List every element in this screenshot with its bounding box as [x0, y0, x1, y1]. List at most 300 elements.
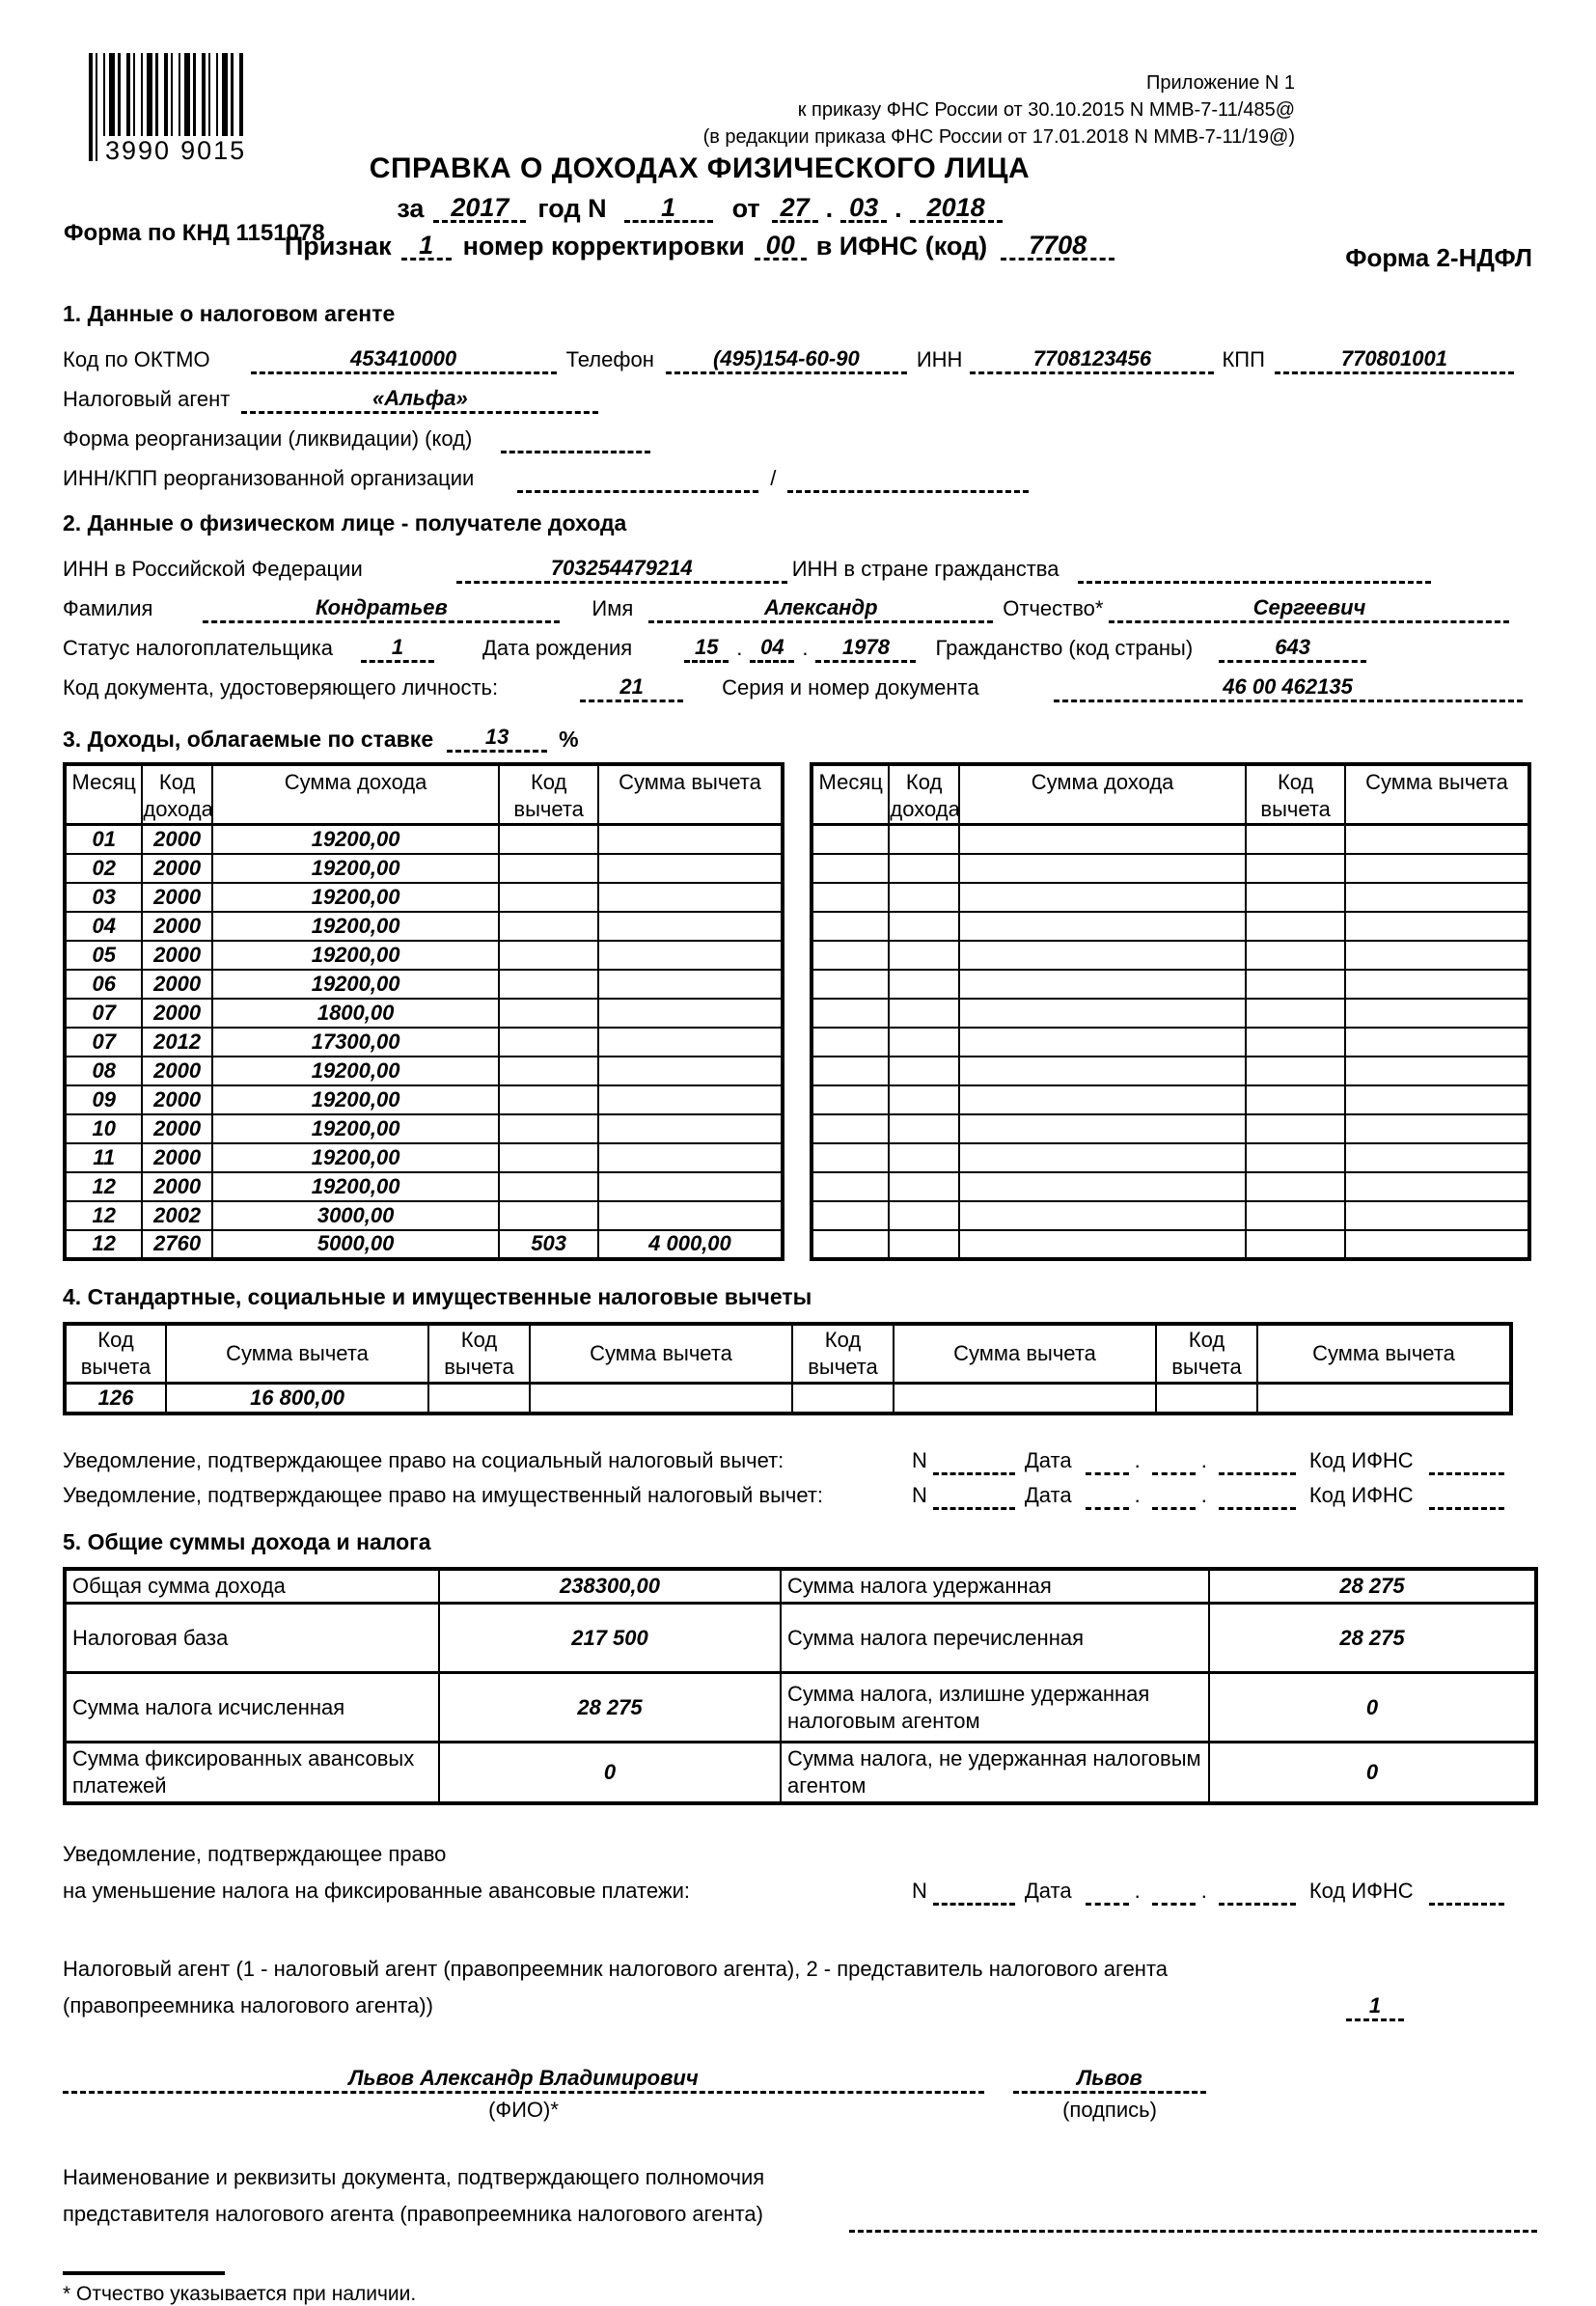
month-cell: 09 — [65, 1085, 142, 1114]
deduction-sum-cell — [1345, 825, 1529, 854]
total-value-left: 28 275 — [439, 1673, 781, 1743]
deduction-code-cell — [1246, 970, 1345, 999]
period-line — [63, 193, 1336, 223]
income-sum-cell — [959, 912, 1247, 941]
deduction-code-cell — [1246, 941, 1345, 970]
month-cell — [812, 1172, 889, 1201]
date-dot-2: . — [894, 194, 902, 223]
notice-dot-2: . — [1200, 1482, 1207, 1507]
certificate-number-field: 1 — [624, 193, 713, 223]
surname-field: Кондратьев — [203, 593, 560, 623]
inn-rf-field: 703254479214 — [456, 554, 787, 584]
col-ded-sum-2: Сумма вычета — [530, 1324, 792, 1384]
notice-date-day — [1086, 1445, 1129, 1475]
deduction-code-cell — [499, 1201, 598, 1230]
month-cell — [812, 1057, 889, 1085]
tax-agent-label: Налоговый агент — [63, 387, 231, 411]
footnote-text: * Отчество указывается при наличии. — [63, 2283, 417, 2305]
authority-doc-line1: Наименование и реквизиты документа, подтверждающего полномочия — [63, 2165, 765, 2189]
col-month: Месяц — [812, 764, 889, 825]
deduction-sum-cell — [1345, 1230, 1529, 1259]
income-sum-cell — [959, 999, 1247, 1028]
deduction-sum-cell — [598, 999, 783, 1028]
birth-month-field: 04 — [750, 633, 794, 663]
section2-heading: 2. Данные о физическом лице - получателе дохода — [63, 510, 627, 535]
advance-notice-fields — [912, 1876, 1504, 1906]
date-label: Дата — [1024, 1447, 1072, 1472]
income-code-cell — [889, 941, 958, 970]
name-label: Имя — [592, 596, 634, 620]
income-code-cell — [889, 912, 958, 941]
col-ded-sum-1: Сумма вычета — [166, 1324, 428, 1384]
deduction-code-cell — [499, 970, 598, 999]
deduction-code-cell — [1246, 1028, 1345, 1057]
deductions-header — [65, 1324, 1511, 1384]
fio-caption: (ФИО)* — [488, 2098, 559, 2122]
reorg-inn-field — [517, 463, 758, 493]
income-sum-cell: 5000,00 — [212, 1230, 500, 1259]
deduction-sum-cell — [1345, 1057, 1529, 1085]
deduction-sum-cell — [1345, 1201, 1529, 1230]
income-sum-cell — [959, 1230, 1247, 1259]
inn-rf-label: ИНН в Российской Федерации — [63, 557, 363, 581]
deduction-sum-cell — [598, 1172, 783, 1201]
income-row-empty — [812, 1172, 1529, 1201]
document-title: СПРАВКА О ДОХОДАХ ФИЗИЧЕСКОГО ЛИЦА — [369, 152, 1031, 184]
income-row — [65, 854, 783, 883]
form-barcode — [89, 53, 247, 166]
status-field: 1 — [361, 633, 434, 663]
social-notice-fields — [912, 1445, 1504, 1475]
deduction-sum-cell — [1345, 999, 1529, 1028]
month-cell — [812, 825, 889, 854]
month-cell — [812, 1201, 889, 1230]
ded-code-cell-2 — [428, 1384, 530, 1414]
ifns-code-field: 7708 — [1001, 231, 1114, 261]
month-cell: 03 — [65, 883, 142, 912]
income-code-cell — [889, 1057, 958, 1085]
deduction-code-cell — [1246, 1172, 1345, 1201]
phone-field: (495)154-60-90 — [666, 344, 907, 374]
month-cell — [812, 1085, 889, 1114]
total-value-right: 0 — [1209, 1743, 1536, 1804]
income-sum-cell — [959, 1028, 1247, 1057]
total-value-right: 28 275 — [1209, 1569, 1536, 1604]
for-label: за — [397, 194, 425, 223]
col-income-sum: Сумма дохода — [959, 764, 1247, 825]
deduction-code-cell — [1246, 1201, 1345, 1230]
income-sum-cell — [959, 883, 1247, 912]
income-row — [65, 825, 783, 854]
income-sum-cell: 19200,00 — [212, 883, 500, 912]
income-sum-cell — [959, 1114, 1247, 1143]
income-row — [65, 883, 783, 912]
form-name-2ndfl: Форма 2-НДФЛ — [1345, 243, 1532, 272]
income-sum-cell: 19200,00 — [212, 1057, 500, 1085]
month-cell — [812, 941, 889, 970]
year-n-label: год N — [537, 194, 607, 223]
date-label: Дата — [1024, 1879, 1072, 1903]
deduction-code-cell — [1246, 1230, 1345, 1259]
income-row-empty — [812, 1085, 1529, 1114]
income-sum-cell — [959, 1201, 1247, 1230]
deduction-sum-cell — [598, 1201, 783, 1230]
reorg-label: Форма реорганизации (ликвидации) (код) — [63, 426, 473, 451]
month-cell — [812, 970, 889, 999]
income-sum-cell: 3000,00 — [212, 1201, 500, 1230]
deduction-code-cell — [499, 854, 598, 883]
slash-separator: / — [770, 466, 777, 490]
deduction-code-cell — [499, 1085, 598, 1114]
deduction-code-cell — [1246, 1143, 1345, 1172]
totals-row — [65, 1604, 1536, 1673]
social-deduction-notice — [63, 1441, 1537, 1475]
month-cell — [812, 999, 889, 1028]
col-income-code: Код дохода — [142, 764, 211, 825]
ifns-label: в ИФНС (код) — [815, 232, 988, 261]
notice-dot-2: . — [1200, 1879, 1207, 1903]
income-code-cell: 2000 — [142, 883, 211, 912]
oktmo-label: Код по ОКТМО — [63, 347, 210, 371]
ded-code-cell-1: 126 — [65, 1384, 166, 1414]
total-label-right: Сумма налога перечисленная — [781, 1604, 1209, 1673]
income-row — [65, 1028, 783, 1057]
income-code-cell: 2000 — [142, 1172, 211, 1201]
col-ded-sum-3: Сумма вычета — [894, 1324, 1156, 1384]
month-cell: 07 — [65, 1028, 142, 1057]
deduction-code-cell — [1246, 1057, 1345, 1085]
deduction-sum-cell — [1345, 1114, 1529, 1143]
property-notice-fields — [912, 1480, 1504, 1510]
income-sum-cell — [959, 941, 1247, 970]
section4-heading: 4. Стандартные, социальные и имущественные налоговые вычеты — [63, 1283, 812, 1309]
authority-doc-field — [849, 2223, 1537, 2233]
col-ded-code-3: Код вычета — [792, 1324, 894, 1384]
section2-row-4 — [63, 663, 1537, 702]
advance-notice — [63, 1871, 1537, 1906]
income-row-empty — [812, 1028, 1529, 1057]
income-row — [65, 1114, 783, 1143]
notice-dot-1: . — [1134, 1482, 1141, 1507]
agent-statement-line1: Налоговый агент (1 - налоговый агент (правопреемник налогового агента), 2 - представитель налогового агента — [63, 1957, 1169, 1981]
income-row-empty — [812, 912, 1529, 941]
year-field: 2017 — [433, 193, 526, 223]
ifns-code-label: Код ИФНС — [1308, 1879, 1414, 1903]
deduction-sum-cell — [1345, 941, 1529, 970]
appendix-line-3: (в редакции приказа ФНС России от 17.01.2018 N ММВ-7-11/19@) — [702, 126, 1295, 148]
col-income-code: Код дохода — [889, 764, 958, 825]
totals-row — [65, 1673, 1536, 1743]
from-label: от — [731, 194, 760, 223]
birth-year-field: 1978 — [815, 633, 916, 663]
section2-row-2 — [63, 584, 1537, 623]
priznak-label: Признак — [284, 232, 392, 261]
ifns-code-label: Код ИФНС — [1308, 1482, 1414, 1507]
tax-rate-field: 13 — [447, 723, 547, 753]
notice-date-month — [1152, 1445, 1196, 1475]
income-code-cell — [889, 970, 958, 999]
deduction-sum-cell — [1345, 883, 1529, 912]
month-cell: 12 — [65, 1201, 142, 1230]
footnote-block — [63, 2271, 1537, 2306]
income-sum-cell: 1800,00 — [212, 999, 500, 1028]
income-sum-cell: 19200,00 — [212, 1085, 500, 1114]
income-tables — [63, 762, 1537, 1261]
month-cell: 07 — [65, 999, 142, 1028]
ded-code-cell-4 — [1156, 1384, 1257, 1414]
birth-date-label: Дата рождения — [482, 636, 633, 660]
id-doc-series-field: 46 00 462135 — [1054, 673, 1523, 702]
income-row — [65, 1201, 783, 1230]
income-code-cell — [889, 1172, 958, 1201]
income-row-empty — [812, 1057, 1529, 1085]
deduction-code-cell — [1246, 1085, 1345, 1114]
n-label: N — [912, 1482, 927, 1507]
income-row — [65, 1172, 783, 1201]
income-row — [65, 1143, 783, 1172]
status-label: Статус налогоплательщика — [63, 636, 334, 660]
income-row — [65, 941, 783, 970]
deduction-code-cell — [1246, 999, 1345, 1028]
income-code-cell: 2000 — [142, 1085, 211, 1114]
total-label-left: Сумма фиксированных авансовых платежей — [65, 1743, 439, 1804]
deduction-sum-cell — [598, 1114, 783, 1143]
income-row — [65, 1057, 783, 1085]
totals-table — [63, 1567, 1538, 1806]
income-row-empty — [812, 941, 1529, 970]
ded-sum-cell-4 — [1257, 1384, 1511, 1414]
id-doc-series-label: Серия и номер документа — [722, 675, 979, 700]
income-sum-cell — [959, 854, 1247, 883]
notice-date-month — [1152, 1876, 1196, 1906]
section1-row-4 — [63, 453, 1537, 493]
income-sum-cell — [959, 1057, 1247, 1085]
income-code-cell: 2012 — [142, 1028, 211, 1057]
income-row-empty — [812, 1114, 1529, 1143]
advance-notice-label: на уменьшение налога на фиксированные авансовые платежи: — [63, 1879, 690, 1903]
notice-date-month — [1152, 1480, 1196, 1510]
ded-code-cell-3 — [792, 1384, 894, 1414]
income-row-empty — [812, 854, 1529, 883]
income-code-cell: 2002 — [142, 1201, 211, 1230]
income-row — [65, 999, 783, 1028]
income-sum-cell — [959, 1085, 1247, 1114]
inn-foreign-label: ИНН в стране гражданства — [791, 557, 1059, 581]
income-sum-cell: 19200,00 — [212, 912, 500, 941]
income-row-empty — [812, 1230, 1529, 1259]
notice-dot-1: . — [1134, 1879, 1141, 1903]
percent-sign: % — [559, 727, 579, 752]
income-table-left — [63, 762, 784, 1261]
priznak-line — [63, 231, 1336, 261]
deduction-sum-cell — [1345, 1085, 1529, 1114]
total-label-left: Налоговая база — [65, 1604, 439, 1673]
reorg-innkpp-label: ИНН/КПП реорганизованной организации — [63, 466, 475, 490]
oktmo-field: 453410000 — [251, 344, 557, 374]
month-cell: 12 — [65, 1172, 142, 1201]
deduction-sum-cell: 4 000,00 — [598, 1230, 783, 1259]
income-code-cell: 2000 — [142, 854, 211, 883]
kpp-field: 770801001 — [1275, 344, 1514, 374]
income-sum-cell: 19200,00 — [212, 1114, 500, 1143]
deduction-code-cell — [1246, 854, 1345, 883]
deduction-sum-cell — [1345, 854, 1529, 883]
income-code-cell — [889, 1085, 958, 1114]
col-deduction-code: Код вычета — [1246, 764, 1345, 825]
deduction-sum-cell — [598, 883, 783, 912]
appendix-line-1: Приложение N 1 — [1146, 72, 1295, 94]
col-deduction-sum: Сумма вычета — [1345, 764, 1529, 825]
date-year-field: 2018 — [910, 193, 1003, 223]
month-cell — [812, 883, 889, 912]
total-value-right: 0 — [1209, 1673, 1536, 1743]
patronymic-field: Сергеевич — [1109, 593, 1509, 623]
col-ded-code-2: Код вычета — [428, 1324, 530, 1384]
month-cell — [812, 1028, 889, 1057]
deduction-sum-cell — [598, 854, 783, 883]
notice-dot-1: . — [1134, 1447, 1141, 1472]
agent-statement — [63, 1952, 1537, 2025]
month-cell: 05 — [65, 941, 142, 970]
deduction-code-cell — [1246, 825, 1345, 854]
deduction-sum-cell — [598, 1085, 783, 1114]
income-code-cell: 2000 — [142, 912, 211, 941]
income-sum-cell — [959, 1172, 1247, 1201]
section1-heading: 1. Данные о налоговом агенте — [63, 301, 396, 326]
deduction-sum-cell — [1345, 1143, 1529, 1172]
deduction-code-cell — [499, 1114, 598, 1143]
income-code-cell: 2000 — [142, 999, 211, 1028]
deductions-row — [65, 1384, 1511, 1414]
deduction-code-cell — [499, 912, 598, 941]
ifns-code-label: Код ИФНС — [1308, 1447, 1414, 1472]
deduction-sum-cell — [598, 825, 783, 854]
deduction-code-cell — [499, 999, 598, 1028]
property-deduction-notice — [63, 1475, 1537, 1510]
deduction-sum-cell — [1345, 970, 1529, 999]
month-cell — [812, 1114, 889, 1143]
month-cell — [812, 854, 889, 883]
total-label-right: Сумма налога, излишне удержанная налоговым агентом — [781, 1673, 1209, 1743]
total-label-right: Сумма налога удержанная — [781, 1569, 1209, 1604]
n-label: N — [912, 1879, 927, 1903]
date-dot-1: . — [825, 194, 834, 223]
deduction-code-cell — [1246, 883, 1345, 912]
date-label: Дата — [1024, 1482, 1072, 1507]
advance-notice-line1: Уведомление, подтверждающее право — [63, 1842, 447, 1866]
deduction-code-cell: 503 — [499, 1230, 598, 1259]
deduction-sum-cell — [598, 1143, 783, 1172]
income-code-cell: 2000 — [142, 1143, 211, 1172]
notice-ifns-field — [1429, 1480, 1504, 1510]
citizenship-field: 643 — [1219, 633, 1366, 663]
deduction-code-cell — [499, 825, 598, 854]
surname-label: Фамилия — [63, 596, 153, 620]
income-sum-cell: 17300,00 — [212, 1028, 500, 1057]
title-block — [63, 152, 1336, 261]
income-code-cell — [889, 1028, 958, 1057]
income-code-cell — [889, 883, 958, 912]
fio-field: Львов Александр Владимирович — [63, 2064, 984, 2094]
month-cell — [812, 912, 889, 941]
deduction-code-cell — [499, 883, 598, 912]
income-row — [65, 1085, 783, 1114]
signature-row — [63, 2064, 1537, 2094]
reorg-code-field — [501, 424, 650, 453]
notice-number-field — [933, 1480, 1015, 1510]
income-row — [65, 1230, 783, 1259]
deduction-sum-cell — [598, 1028, 783, 1057]
totals-row — [65, 1569, 1536, 1604]
total-label-left: Сумма налога исчисленная — [65, 1673, 439, 1743]
section3-heading-row — [63, 718, 1537, 753]
income-code-cell — [889, 1230, 958, 1259]
income-sum-cell — [959, 1143, 1247, 1172]
signature-caption: (подпись) — [1062, 2098, 1157, 2122]
deduction-code-cell — [499, 941, 598, 970]
n-label: N — [912, 1447, 927, 1472]
footnote-separator — [63, 2271, 225, 2275]
deduction-code-cell — [499, 1143, 598, 1172]
income-row-empty — [812, 883, 1529, 912]
total-value-left: 217 500 — [439, 1604, 781, 1673]
social-notice-label: Уведомление, подтверждающее право на социальный налоговый вычет: — [63, 1447, 784, 1472]
correction-label: номер корректировки — [462, 232, 745, 261]
income-row-empty — [812, 825, 1529, 854]
barcode-digits-right: 9015 — [176, 136, 251, 166]
income-code-cell: 2760 — [142, 1230, 211, 1259]
deduction-sum-cell — [598, 1057, 783, 1085]
deduction-code-cell — [1246, 912, 1345, 941]
total-label-left: Общая сумма дохода — [65, 1569, 439, 1604]
income-row-empty — [812, 1143, 1529, 1172]
inn-foreign-field — [1078, 554, 1431, 584]
income-sum-cell: 19200,00 — [212, 1172, 500, 1201]
notice-date-day — [1086, 1480, 1129, 1510]
barcode-digits-left: 3990 — [100, 136, 176, 166]
form-content — [63, 301, 1537, 2306]
month-cell: 02 — [65, 854, 142, 883]
income-table-left-header — [65, 764, 783, 825]
authority-doc-line2: представителя налогового агента (правопреемника налогового агента) — [63, 2202, 763, 2226]
income-code-cell — [889, 854, 958, 883]
section2-row-3 — [63, 623, 1537, 663]
agent-inn-field: 7708123456 — [970, 344, 1214, 374]
income-row-empty — [812, 970, 1529, 999]
month-cell: 11 — [65, 1143, 142, 1172]
income-row — [65, 912, 783, 941]
income-sum-cell: 19200,00 — [212, 970, 500, 999]
section3-heading: 3. Доходы, облагаемые по ставке — [63, 727, 434, 752]
total-label-right: Сумма налога, не удержанная налоговым агентом — [781, 1743, 1209, 1804]
agent-type-field: 1 — [1346, 1991, 1404, 2021]
notice-number-field — [933, 1445, 1015, 1475]
deduction-sum-cell — [1345, 1028, 1529, 1057]
reorg-kpp-field — [787, 463, 1029, 493]
signature-labels — [63, 2098, 1537, 2123]
income-sum-cell: 19200,00 — [212, 941, 500, 970]
total-value-right: 28 275 — [1209, 1604, 1536, 1673]
income-table-right — [810, 762, 1531, 1261]
appendix-line-2: к приказу ФНС России от 30.10.2015 N ММВ-7-11/485@ — [797, 99, 1295, 121]
section5-heading: 5. Общие суммы дохода и налога — [63, 1528, 431, 1554]
income-code-cell: 2000 — [142, 1057, 211, 1085]
authority-doc-text — [63, 2159, 801, 2233]
id-doc-code-field: 21 — [580, 673, 683, 702]
notice-date-year — [1219, 1876, 1296, 1906]
month-cell: 12 — [65, 1230, 142, 1259]
total-value-left: 0 — [439, 1743, 781, 1804]
